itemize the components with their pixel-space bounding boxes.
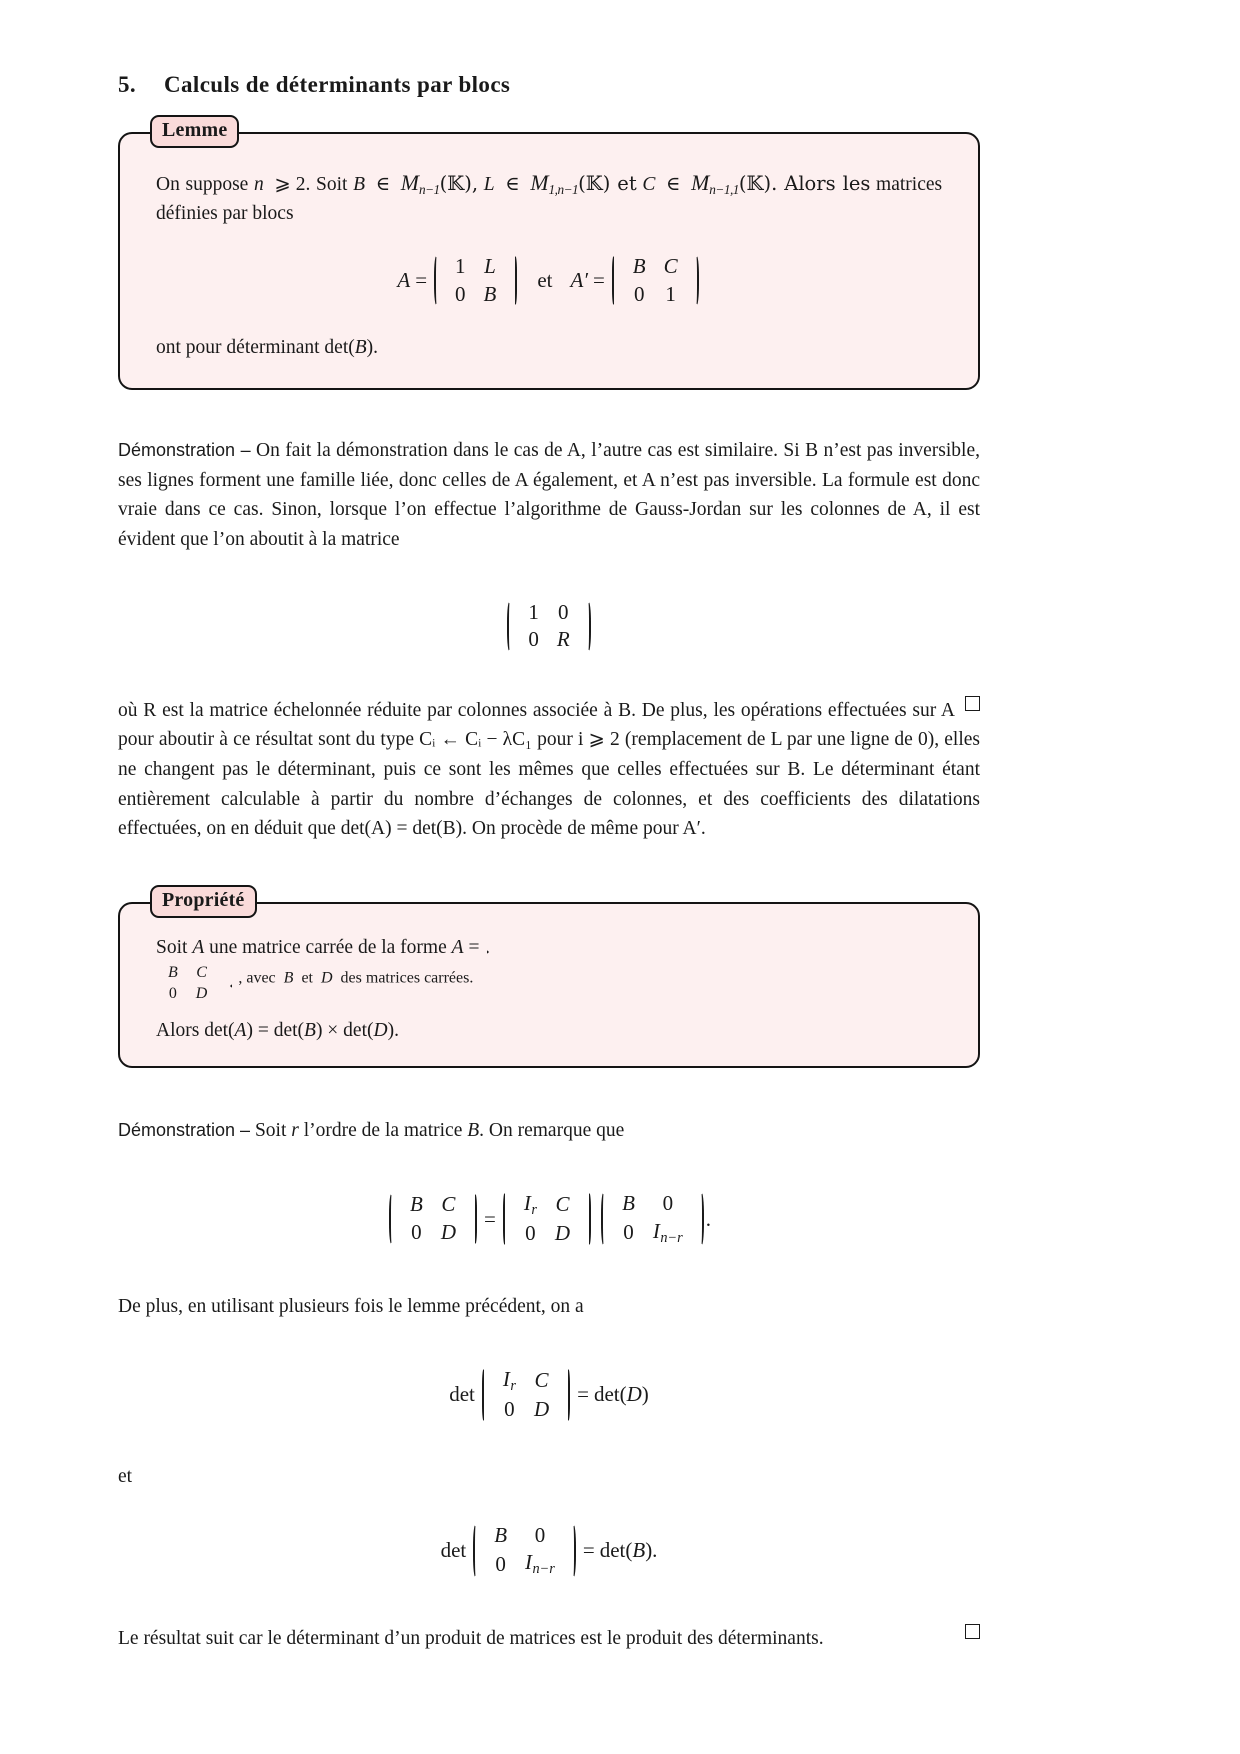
matrix-BCD-lhs xyxy=(387,1191,479,1246)
equals-3: = xyxy=(468,936,480,958)
section-heading xyxy=(118,72,980,98)
proof-1-after xyxy=(118,696,980,844)
var-B-3: B xyxy=(467,1120,480,1142)
property-callout: Propriété Soit A une matrice carrée de la forme A = B C 0 D , avec B et D des matrices carrées. Alors det(A) = det(B) × det(D). xyxy=(118,902,980,1068)
property-statement-line-2: Alors det(A) = det(B) × det(D). xyxy=(156,1019,399,1041)
proof-1-text xyxy=(118,436,980,555)
matrix-row: B C xyxy=(410,1192,456,1217)
matrix-B-Inr xyxy=(599,1190,706,1248)
proof-label-2: Démonstration – xyxy=(118,1120,251,1141)
eq-lhs-A: A xyxy=(397,268,411,293)
matrix-row: B C xyxy=(168,963,207,981)
lemma-text-3: matrices définies par blocs xyxy=(156,174,943,224)
var-B-2: B xyxy=(283,969,294,987)
var-n: n xyxy=(253,174,264,195)
matrix-row: 0 1 xyxy=(633,281,676,306)
paren-left-icon xyxy=(387,1191,398,1246)
eq-lhs-A-prime: A′ xyxy=(570,268,588,293)
proof-label-1: Démonstration – xyxy=(118,440,251,461)
paren-left-icon xyxy=(501,1190,512,1248)
paren-right-icon xyxy=(567,1522,578,1580)
paren-right-icon xyxy=(690,253,701,308)
lemma-text-2: 2. Soit xyxy=(295,174,348,195)
paren-right-icon xyxy=(561,1366,572,1424)
in-symbol-3: ∈ xyxy=(665,174,681,195)
matrix-B-Inr-2 xyxy=(471,1522,578,1580)
equals-1: = xyxy=(415,268,428,293)
matrix-row: 0 D xyxy=(411,1220,457,1244)
qed-symbol-2 xyxy=(965,1624,980,1641)
var-D: D xyxy=(320,969,333,987)
paren-right-icon xyxy=(468,1191,479,1246)
proof-1-matrix-equation xyxy=(118,599,980,654)
paren-left-icon xyxy=(480,1366,491,1424)
lemma-callout xyxy=(118,119,980,390)
var-A: A xyxy=(192,936,205,958)
equals-5: = xyxy=(577,1382,589,1407)
proof-1-after-text: où R est la matrice échelonnée réduite par colonnes associée à B. De plus, les opérations effectuées sur A pour aboutir à ce résultat sont du type Cᵢ ← Cᵢ − λC₁ pour i ⩾ 2 (remplacement de L par une ligne de 0), elles ne changent pas le déterminant, puis ce sont les mêmes que celles effectuées sur B. Le déterminant étant entièrement calculable à partir du nombre d’échanges de colonnes, et des coefficients des dilatations effectuées, on en déduit que det(A) = det(B). On procède de même pour A′. xyxy=(118,699,980,840)
equals-6: = xyxy=(582,1538,595,1563)
matrix-row: 1 L xyxy=(455,254,496,279)
proof-2-middle: De plus, en utilisant plusieurs fois le lemme précédent, on a xyxy=(118,1296,584,1318)
paren-right-icon xyxy=(508,253,519,308)
proof-2-block xyxy=(118,1116,980,1146)
matrix-row: 0 D xyxy=(525,1221,571,1246)
field-K-1: (𝕂), xyxy=(439,172,479,195)
equals-4: = xyxy=(484,1206,496,1231)
paren-right-icon xyxy=(582,1190,593,1248)
var-A-2: A xyxy=(451,936,464,958)
conjunction-et: et xyxy=(537,268,553,293)
page-title: Calculs de déterminants par blocs xyxy=(164,72,511,97)
matrix-row: $I_r$ C xyxy=(523,1191,570,1218)
var-r: r xyxy=(291,1120,299,1142)
equals-2: = xyxy=(592,268,605,293)
paren-right-icon xyxy=(695,1190,706,1248)
property-statement-line-1: Soit A une matrice carrée de la forme A = xyxy=(156,934,942,962)
matrix-row: B 0 xyxy=(622,1191,674,1215)
matrix-reduced xyxy=(505,599,592,654)
in-symbol-1: ∈ xyxy=(375,174,391,195)
qed-symbol-1 xyxy=(965,696,980,713)
lemma-statement xyxy=(156,168,942,227)
matrix-row: B C xyxy=(632,254,678,279)
matrix-Ir-C-2 xyxy=(480,1366,572,1424)
lemma-equation xyxy=(156,253,942,308)
det-operator-2: det xyxy=(440,1538,467,1563)
matrix-row: 0 B xyxy=(455,281,497,306)
proof-2-conclusion-block xyxy=(118,1624,980,1654)
var-B: B xyxy=(353,174,366,195)
var-L: L xyxy=(483,174,495,195)
paren-left-icon xyxy=(610,253,621,308)
matrix-space-2: $M_{1,n-1}$ xyxy=(530,171,579,197)
in-symbol-2: ∈ xyxy=(505,174,520,195)
lemma-label: Lemme xyxy=(150,115,239,148)
matrix-Ir-C xyxy=(501,1190,593,1248)
proof-2-equation-2: det $I_r$ C 0 D = det(D) xyxy=(118,1366,980,1424)
field-K-2: (𝕂) et xyxy=(578,172,637,195)
period-1: . xyxy=(705,1206,711,1231)
matrix-space-1: $M_{n-1}$ xyxy=(400,171,440,197)
matrix-row: 0 D xyxy=(168,985,208,1003)
paren-left-icon xyxy=(471,1522,482,1580)
matrix-row: 0 $I_{n-r}$ xyxy=(495,1550,555,1578)
field-K-3: (𝕂). Alors les xyxy=(738,172,871,195)
matrix-row: $I_r$ C xyxy=(502,1366,549,1394)
proof-2-equation-1 xyxy=(118,1190,980,1248)
geq-symbol: ⩾ xyxy=(274,174,291,195)
document-page xyxy=(118,0,980,1653)
proof-2-equation-3: det B 0 0 $I_{n-r}$ = det(B). xyxy=(118,1522,980,1580)
paren-left-icon xyxy=(599,1190,610,1248)
proof-1-after-block xyxy=(118,696,980,844)
matrix-row: B 0 xyxy=(494,1522,546,1547)
var-C: C xyxy=(642,174,656,195)
matrix-space-3: $M_{n-1,1}$ xyxy=(691,171,739,197)
proof-2-intro: Démonstration – Soit r l’ordre de la matrice B. On remarque que xyxy=(118,1120,625,1142)
connector-et: et xyxy=(118,1465,133,1487)
matrix-row: 0 R xyxy=(528,627,570,652)
matrix-row: 0 D xyxy=(504,1397,550,1422)
property-label: Propriété xyxy=(150,885,257,918)
lemma-conclusion: ont pour déterminant det(B). xyxy=(156,337,379,359)
proof-2-conclusion: Le résultat suit car le déterminant d’un produit de matrices est le produit des déterminants. xyxy=(118,1624,980,1654)
matrix-row: 0 $I_{n-r}$ xyxy=(623,1218,683,1246)
proof-1-body: On fait la démonstration dans le cas de A, l’autre cas est similaire. Si B n’est pas inversible, ses lignes forment une famille liée, donc celles de A également, et A n’est pas inversible. La formule est donc vraie dans ce cas. Sinon, lorsque l’on effectue l’algorithme de Gauss-Jordan sur les colonnes de A, il est évident que l’on aboutit à la matrice xyxy=(118,440,980,550)
section-number: 5. xyxy=(118,72,137,97)
lemma-text-1: On suppose xyxy=(156,174,249,195)
paren-left-icon xyxy=(505,599,516,654)
paren-left-icon xyxy=(432,253,443,308)
det-operator-1: det xyxy=(449,1382,475,1407)
matrix-A-prime xyxy=(610,253,701,308)
matrix-row: 1 0 xyxy=(528,599,569,624)
proof-2-middle-block xyxy=(118,1292,980,1322)
proof-1-block xyxy=(118,436,980,555)
matrix-A xyxy=(432,253,519,308)
paren-right-icon xyxy=(582,599,593,654)
